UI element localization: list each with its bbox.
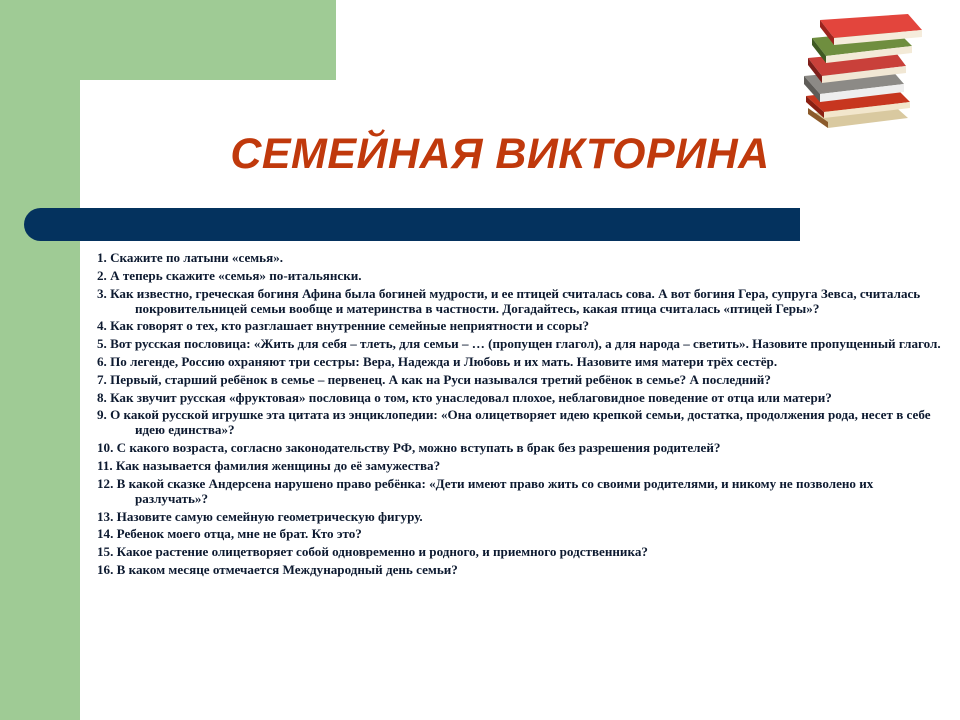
list-item: 13. Назовите самую семейную геометрическую фигуру. xyxy=(97,508,423,524)
list-item: 9. О какой русской игрушке эта цитата из энциклопедии: «Она олицетворяет идею крепкой семьи, достатка, продолжения рода, несет в себе идею единства»? xyxy=(97,407,931,438)
questions-list xyxy=(97,250,947,580)
list-item: 10. С какого возраста, согласно законодательству РФ, можно вступать в брак без разрешения родителей? xyxy=(97,440,721,456)
list-item: 6. По легенде, Россию охраняют три сестры: Вера, Надежда и Любовь и их мать. Назовите имя матери трёх сестёр. xyxy=(97,353,778,369)
list-item: 16. В каком месяце отмечается Международный день семьи? xyxy=(97,561,458,577)
list-item: 5. Вот русская пословица: «Жить для себя – тлеть, для семьи – … (пропущен глагол), а для народа – светить». Назовите пропущенный глагол. xyxy=(97,336,941,352)
list-item: 11. Как называется фамилия женщины до её замужества? xyxy=(97,457,441,473)
list-item: 8. Как звучит русская «фруктовая» пословица о том, кто унаследовал плохое, неблаговидное поведение от отца или матери? xyxy=(97,389,832,405)
list-item: 7. Первый, старший ребёнок в семье – первенец. А как на Руси назывался третий ребёнок в семье? А последний? xyxy=(97,371,771,387)
green-decor-left xyxy=(0,0,80,720)
list-item: 14. Ребенок моего отца, мне не брат. Кто это? xyxy=(97,526,362,542)
books-stack-icon xyxy=(798,10,926,130)
slide-title: СЕМЕЙНАЯ ВИКТОРИНА xyxy=(230,130,770,178)
list-item: 3. Как известно, греческая богиня Афина была богиней мудрости, и ее птицей считалась сова. А вот богиня Гера, супруга Зевса, считалась покровительницей семьи вообще и материнства в частности. Догадайтесь, какая птица считалась «птицей Геры»? xyxy=(97,285,921,316)
title-underline-bar xyxy=(24,208,800,241)
list-item: 1. Скажите по латыни «семья». xyxy=(97,250,284,265)
list-item: 2. А теперь скажите «семья» по-итальянски. xyxy=(97,267,362,283)
list-item: 4. Как говорят о тех, кто разглашает внутренние семейные неприятности и ссоры? xyxy=(97,318,590,334)
list-item: 15. Какое растение олицетворяет собой одновременно и родного, и приемного родственника? xyxy=(97,544,648,560)
list-item: 12. В какой сказке Андерсена нарушено право ребёнка: «Дети имеют право жить со своими родителями, и никому не позволено их разлучать»? xyxy=(97,475,874,506)
